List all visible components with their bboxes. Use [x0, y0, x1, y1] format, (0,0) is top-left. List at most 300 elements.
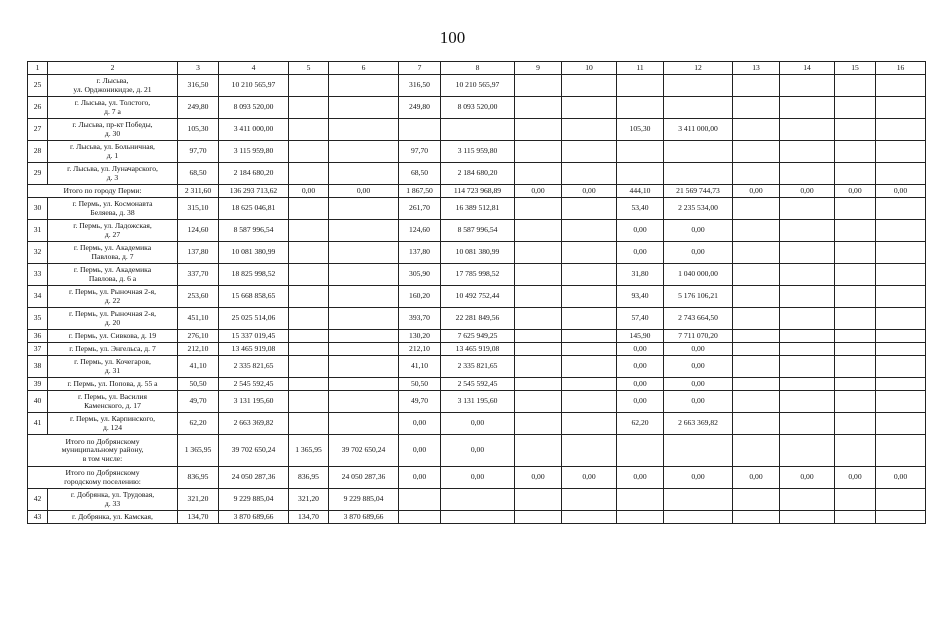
value-cell: 124,60	[399, 220, 441, 242]
value-cell	[780, 343, 835, 356]
value-cell	[617, 489, 664, 511]
value-cell: 261,70	[399, 198, 441, 220]
value-cell	[835, 286, 876, 308]
address-cell: г. Пермь, ул. Академика Павлова, д. 6 а	[48, 264, 178, 286]
address-cell: г. Лысьва, ул. Больничная, д. 1	[48, 141, 178, 163]
value-cell	[835, 391, 876, 413]
column-header: 9	[515, 62, 562, 75]
column-header: 11	[617, 62, 664, 75]
value-cell: 0,00	[617, 220, 664, 242]
column-header: 16	[876, 62, 926, 75]
value-cell	[617, 511, 664, 524]
value-cell	[289, 198, 329, 220]
value-cell	[780, 356, 835, 378]
value-cell	[515, 286, 562, 308]
value-cell	[515, 264, 562, 286]
value-cell	[835, 220, 876, 242]
row-number: 35	[28, 308, 48, 330]
row-number: 30	[28, 198, 48, 220]
value-cell	[664, 75, 733, 97]
value-cell: 0,00	[733, 185, 780, 198]
value-cell	[780, 413, 835, 435]
value-cell	[289, 97, 329, 119]
value-cell	[780, 435, 835, 467]
value-cell	[876, 489, 926, 511]
value-cell: 24 050 287,36	[219, 467, 289, 489]
value-cell: 444,10	[617, 185, 664, 198]
address-cell: г. Добрянка, ул. Трудовая, д. 33	[48, 489, 178, 511]
value-cell: 114 723 968,89	[441, 185, 515, 198]
value-cell	[515, 308, 562, 330]
value-cell	[835, 330, 876, 343]
value-cell	[733, 435, 780, 467]
value-cell: 9 229 885,04	[219, 489, 289, 511]
table-row	[28, 286, 926, 308]
column-header: 2	[48, 62, 178, 75]
value-cell: 2 184 680,20	[441, 163, 515, 185]
value-cell: 0,00	[876, 185, 926, 198]
address-cell: г. Пермь, ул. Кочегаров, д. 31	[48, 356, 178, 378]
value-cell	[664, 97, 733, 119]
value-cell: 0,00	[399, 413, 441, 435]
address-cell: г. Лысьва, ул. Толстого, д. 7 а	[48, 97, 178, 119]
value-cell	[329, 286, 399, 308]
value-cell: 0,00	[617, 391, 664, 413]
value-cell: 10 492 752,44	[441, 286, 515, 308]
address-cell: г. Пермь, ул. Ладожская, д. 27	[48, 220, 178, 242]
value-cell: 130,20	[399, 330, 441, 343]
value-cell	[562, 330, 617, 343]
value-cell	[329, 242, 399, 264]
column-header: 1	[28, 62, 48, 75]
value-cell	[617, 75, 664, 97]
value-cell	[562, 489, 617, 511]
value-cell: 305,90	[399, 264, 441, 286]
column-header: 15	[835, 62, 876, 75]
value-cell	[515, 242, 562, 264]
value-cell	[876, 141, 926, 163]
value-cell	[733, 489, 780, 511]
value-cell: 50,50	[178, 378, 219, 391]
value-cell: 68,50	[399, 163, 441, 185]
value-cell: 22 281 849,56	[441, 308, 515, 330]
value-cell: 15 337 019,45	[219, 330, 289, 343]
value-cell: 249,80	[178, 97, 219, 119]
value-cell: 316,50	[178, 75, 219, 97]
header-row	[28, 62, 926, 75]
value-cell	[733, 286, 780, 308]
address-cell: г. Лысьва, ул. Луначарского, д. 3	[48, 163, 178, 185]
value-cell: 8 587 996,54	[441, 220, 515, 242]
value-cell: 7 625 949,25	[441, 330, 515, 343]
address-cell: г. Пермь, ул. Академика Павлова, д. 7	[48, 242, 178, 264]
row-number: 33	[28, 264, 48, 286]
value-cell: 0,00	[664, 343, 733, 356]
value-cell	[329, 220, 399, 242]
value-cell: 212,10	[399, 343, 441, 356]
page-number: 100	[439, 28, 466, 47]
value-cell	[329, 356, 399, 378]
value-cell	[562, 141, 617, 163]
value-cell	[515, 378, 562, 391]
value-cell	[399, 489, 441, 511]
value-cell: 17 785 998,52	[441, 264, 515, 286]
value-cell: 0,00	[835, 185, 876, 198]
value-cell: 105,30	[178, 119, 219, 141]
value-cell	[329, 141, 399, 163]
value-cell: 2 184 680,20	[219, 163, 289, 185]
value-cell: 276,10	[178, 330, 219, 343]
value-cell	[515, 435, 562, 467]
value-cell: 49,70	[178, 391, 219, 413]
value-cell	[562, 198, 617, 220]
value-cell	[780, 220, 835, 242]
value-cell	[733, 356, 780, 378]
value-cell	[617, 163, 664, 185]
data-table	[27, 61, 926, 524]
address-cell: г. Пермь, ул. Рыночная 2-я, д. 20	[48, 308, 178, 330]
value-cell: 49,70	[399, 391, 441, 413]
row-number: 43	[28, 511, 48, 524]
value-cell	[515, 356, 562, 378]
value-cell	[664, 511, 733, 524]
table-row	[28, 308, 926, 330]
value-cell: 0,00	[664, 220, 733, 242]
value-cell: 2 743 664,50	[664, 308, 733, 330]
value-cell	[664, 435, 733, 467]
value-cell	[289, 378, 329, 391]
value-cell: 0,00	[515, 467, 562, 489]
value-cell: 97,70	[178, 141, 219, 163]
row-number: 34	[28, 286, 48, 308]
value-cell	[664, 163, 733, 185]
value-cell: 2 335 821,65	[441, 356, 515, 378]
value-cell: 15 668 858,65	[219, 286, 289, 308]
value-cell: 0,00	[289, 185, 329, 198]
value-cell: 249,80	[399, 97, 441, 119]
column-header: 14	[780, 62, 835, 75]
value-cell	[733, 511, 780, 524]
value-cell	[780, 97, 835, 119]
value-cell: 39 702 650,24	[329, 435, 399, 467]
row-number: 31	[28, 220, 48, 242]
value-cell	[289, 356, 329, 378]
value-cell	[733, 308, 780, 330]
value-cell	[876, 308, 926, 330]
value-cell	[441, 119, 515, 141]
value-cell: 0,00	[441, 413, 515, 435]
value-cell: 0,00	[617, 343, 664, 356]
value-cell	[835, 141, 876, 163]
table-row	[28, 220, 926, 242]
value-cell: 10 081 380,99	[441, 242, 515, 264]
row-number: 26	[28, 97, 48, 119]
table-row	[28, 141, 926, 163]
value-cell: 13 465 919,08	[441, 343, 515, 356]
row-number: 36	[28, 330, 48, 343]
value-cell: 2 663 369,82	[664, 413, 733, 435]
value-cell: 18 825 998,52	[219, 264, 289, 286]
address-cell: г. Пермь, ул. Попова, д. 55 а	[48, 378, 178, 391]
value-cell: 8 093 520,00	[219, 97, 289, 119]
value-cell	[876, 198, 926, 220]
value-cell: 0,00	[399, 467, 441, 489]
value-cell: 25 025 514,06	[219, 308, 289, 330]
value-cell	[562, 308, 617, 330]
value-cell: 134,70	[178, 511, 219, 524]
value-cell: 136 293 713,62	[219, 185, 289, 198]
value-cell: 316,50	[399, 75, 441, 97]
value-cell	[289, 343, 329, 356]
value-cell: 2 545 592,45	[441, 378, 515, 391]
value-cell: 53,40	[617, 198, 664, 220]
value-cell	[399, 511, 441, 524]
value-cell: 0,00	[617, 242, 664, 264]
value-cell	[835, 308, 876, 330]
value-cell	[515, 119, 562, 141]
value-cell: 21 569 744,73	[664, 185, 733, 198]
value-cell	[876, 356, 926, 378]
value-cell	[562, 75, 617, 97]
value-cell	[733, 198, 780, 220]
value-cell	[733, 97, 780, 119]
value-cell	[876, 511, 926, 524]
value-cell	[835, 489, 876, 511]
value-cell	[289, 264, 329, 286]
value-cell	[780, 391, 835, 413]
value-cell: 0,00	[664, 356, 733, 378]
value-cell	[562, 511, 617, 524]
value-cell	[733, 378, 780, 391]
value-cell: 145,90	[617, 330, 664, 343]
value-cell: 0,00	[562, 467, 617, 489]
value-cell	[733, 220, 780, 242]
value-cell	[329, 378, 399, 391]
value-cell: 7 711 070,20	[664, 330, 733, 343]
value-cell: 3 411 000,00	[219, 119, 289, 141]
column-header: 12	[664, 62, 733, 75]
value-cell: 337,70	[178, 264, 219, 286]
value-cell: 10 210 565,97	[219, 75, 289, 97]
value-cell	[562, 163, 617, 185]
value-cell	[562, 220, 617, 242]
value-cell: 3 115 959,80	[441, 141, 515, 163]
value-cell: 3 131 195,60	[441, 391, 515, 413]
value-cell: 451,10	[178, 308, 219, 330]
value-cell	[329, 163, 399, 185]
value-cell: 18 625 046,81	[219, 198, 289, 220]
value-cell	[329, 391, 399, 413]
value-cell	[664, 489, 733, 511]
value-cell: 836,95	[289, 467, 329, 489]
value-cell	[876, 391, 926, 413]
value-cell	[329, 264, 399, 286]
value-cell	[289, 119, 329, 141]
value-cell	[876, 286, 926, 308]
value-cell	[876, 330, 926, 343]
column-header: 8	[441, 62, 515, 75]
table-row	[28, 198, 926, 220]
value-cell	[617, 435, 664, 467]
value-cell	[289, 163, 329, 185]
value-cell: 393,70	[399, 308, 441, 330]
value-cell	[562, 264, 617, 286]
value-cell	[876, 242, 926, 264]
value-cell	[562, 343, 617, 356]
value-cell: 105,30	[617, 119, 664, 141]
table-row	[28, 356, 926, 378]
value-cell	[876, 378, 926, 391]
table-row	[28, 264, 926, 286]
table-row	[28, 330, 926, 343]
table-row	[28, 511, 926, 524]
address-cell: г. Пермь, ул. Энгельса, д. 7	[48, 343, 178, 356]
subtotal-label: Итого по городу Перми:	[28, 185, 178, 198]
value-cell: 9 229 885,04	[329, 489, 399, 511]
value-cell: 0,00	[441, 435, 515, 467]
value-cell: 93,40	[617, 286, 664, 308]
subtotal-row	[28, 185, 926, 198]
value-cell: 124,60	[178, 220, 219, 242]
value-cell	[515, 330, 562, 343]
value-cell: 0,00	[664, 391, 733, 413]
value-cell	[617, 141, 664, 163]
value-cell	[329, 413, 399, 435]
value-cell	[876, 343, 926, 356]
value-cell	[562, 286, 617, 308]
value-cell	[780, 242, 835, 264]
value-cell	[835, 356, 876, 378]
value-cell: 0,00	[664, 242, 733, 264]
value-cell	[289, 141, 329, 163]
value-cell	[515, 97, 562, 119]
value-cell: 10 210 565,97	[441, 75, 515, 97]
table-row	[28, 378, 926, 391]
value-cell	[780, 330, 835, 343]
value-cell	[562, 356, 617, 378]
value-cell: 137,80	[399, 242, 441, 264]
value-cell	[515, 198, 562, 220]
value-cell	[562, 119, 617, 141]
row-number: 39	[28, 378, 48, 391]
value-cell: 13 465 919,08	[219, 343, 289, 356]
value-cell: 10 081 380,99	[219, 242, 289, 264]
value-cell	[733, 163, 780, 185]
value-cell	[780, 489, 835, 511]
value-cell	[329, 97, 399, 119]
value-cell: 97,70	[399, 141, 441, 163]
value-cell	[876, 220, 926, 242]
value-cell	[289, 75, 329, 97]
value-cell: 1 365,95	[289, 435, 329, 467]
value-cell: 1 867,50	[399, 185, 441, 198]
value-cell	[733, 119, 780, 141]
value-cell	[780, 308, 835, 330]
value-cell: 836,95	[178, 467, 219, 489]
value-cell	[733, 391, 780, 413]
column-header: 10	[562, 62, 617, 75]
value-cell	[289, 413, 329, 435]
row-number: 38	[28, 356, 48, 378]
value-cell: 160,20	[399, 286, 441, 308]
value-cell: 3 870 689,66	[329, 511, 399, 524]
value-cell	[515, 391, 562, 413]
value-cell: 0,00	[780, 467, 835, 489]
value-cell	[780, 378, 835, 391]
value-cell: 0,00	[617, 467, 664, 489]
value-cell	[515, 343, 562, 356]
table-row	[28, 97, 926, 119]
table-row	[28, 75, 926, 97]
value-cell: 24 050 287,36	[329, 467, 399, 489]
value-cell: 253,60	[178, 286, 219, 308]
value-cell: 321,20	[178, 489, 219, 511]
value-cell: 50,50	[399, 378, 441, 391]
table-row	[28, 391, 926, 413]
value-cell: 2 335 821,65	[219, 356, 289, 378]
value-cell	[399, 119, 441, 141]
value-cell	[733, 343, 780, 356]
subtotal-label: Итого по Добрянскому городскому поселению:	[28, 467, 178, 489]
value-cell	[515, 413, 562, 435]
address-cell: г. Пермь, ул. Сивкова, д. 19	[48, 330, 178, 343]
value-cell	[835, 378, 876, 391]
value-cell	[780, 75, 835, 97]
row-number: 42	[28, 489, 48, 511]
address-cell: г. Лысьва, ул. Орджоникидзе, д. 21	[48, 75, 178, 97]
value-cell: 0,00	[780, 185, 835, 198]
table-row	[28, 413, 926, 435]
value-cell	[289, 242, 329, 264]
value-cell	[835, 163, 876, 185]
value-cell	[780, 119, 835, 141]
value-cell	[835, 119, 876, 141]
value-cell	[780, 163, 835, 185]
value-cell: 62,20	[617, 413, 664, 435]
row-number: 25	[28, 75, 48, 97]
value-cell	[289, 330, 329, 343]
value-cell	[562, 242, 617, 264]
value-cell	[441, 489, 515, 511]
value-cell: 68,50	[178, 163, 219, 185]
value-cell	[733, 330, 780, 343]
column-header: 7	[399, 62, 441, 75]
value-cell	[515, 220, 562, 242]
value-cell	[876, 97, 926, 119]
row-number: 37	[28, 343, 48, 356]
value-cell: 0,00	[664, 378, 733, 391]
value-cell: 3 870 689,66	[219, 511, 289, 524]
value-cell	[664, 141, 733, 163]
value-cell	[835, 242, 876, 264]
value-cell	[562, 435, 617, 467]
value-cell	[515, 511, 562, 524]
value-cell: 0,00	[876, 467, 926, 489]
row-number: 41	[28, 413, 48, 435]
value-cell	[329, 119, 399, 141]
row-number: 28	[28, 141, 48, 163]
value-cell: 1 040 000,00	[664, 264, 733, 286]
value-cell: 321,20	[289, 489, 329, 511]
value-cell	[876, 75, 926, 97]
value-cell	[289, 391, 329, 413]
value-cell	[835, 198, 876, 220]
value-cell: 0,00	[399, 435, 441, 467]
value-cell	[562, 413, 617, 435]
value-cell: 0,00	[664, 467, 733, 489]
value-cell	[835, 435, 876, 467]
value-cell: 3 115 959,80	[219, 141, 289, 163]
